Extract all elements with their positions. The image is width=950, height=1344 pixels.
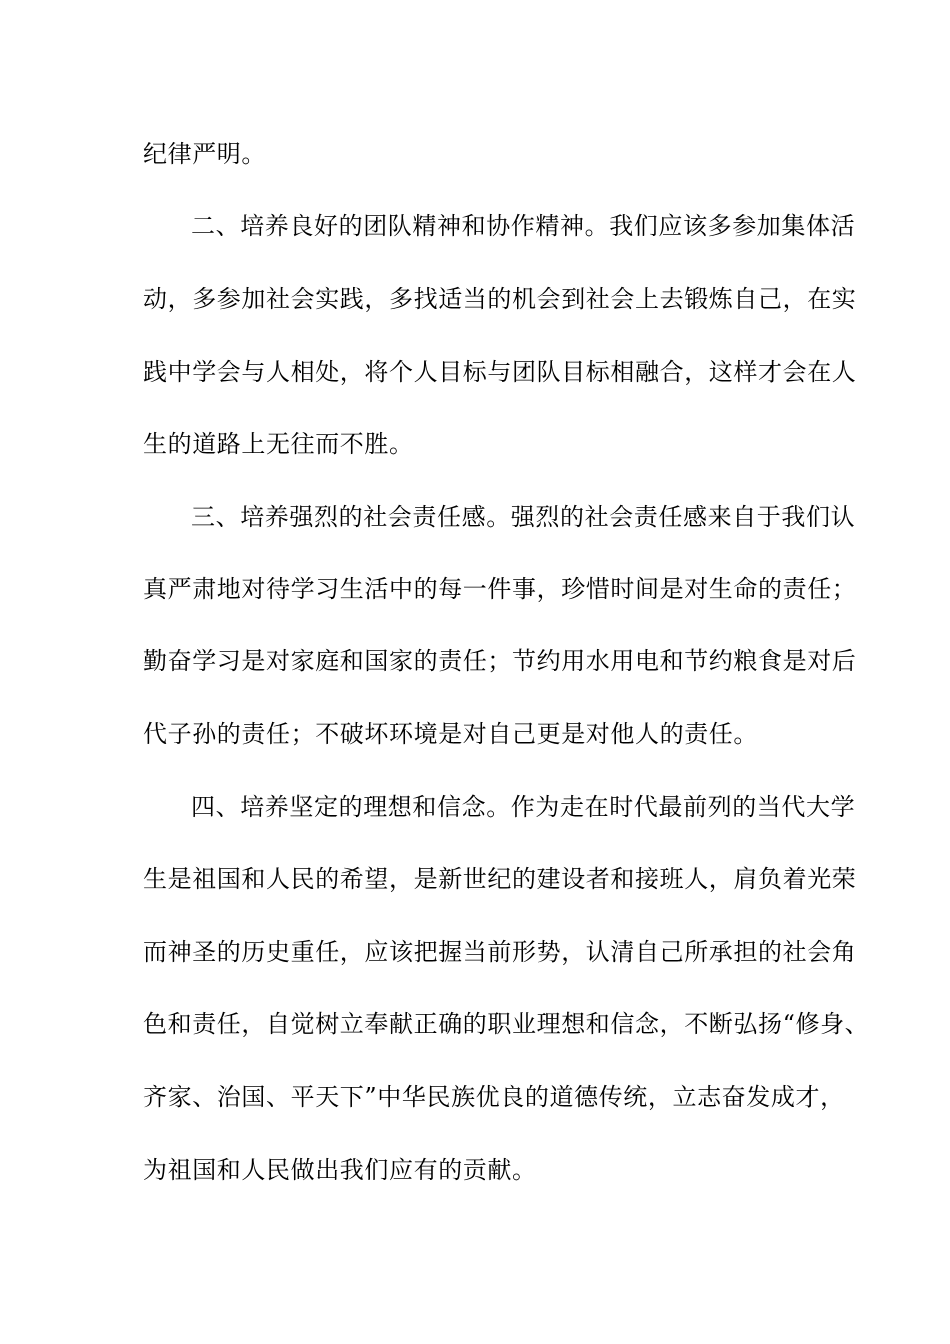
text-line: 生的道路上无往而不胜。: [143, 430, 414, 458]
text-line: 动，多参加社会实践，多找适当的机会到社会上去锻炼自己，在实: [143, 285, 857, 313]
text-line: 而神圣的历史重任，应该把握当前形势，认清自己所承担的社会角: [143, 938, 857, 966]
text-line: 二、培养良好的团队精神和协作精神。我们应该多参加集体活: [191, 212, 856, 240]
text-line: 纪律严明。: [143, 140, 266, 168]
text-line: 四、培养坚定的理想和信念。作为走在时代最前列的当代大学: [191, 793, 856, 821]
text-line: 三、培养强烈的社会责任感。强烈的社会责任感来自于我们认: [191, 503, 856, 531]
text-line: 为祖国和人民做出我们应有的贡献。: [143, 1156, 537, 1184]
text-line: 代子孙的责任；不破坏环境是对自己更是对他人的责任。: [143, 720, 758, 748]
text-line: 齐家、治国、平天下”中华民族优良的道德传统，立志奋发成才，: [143, 1083, 845, 1111]
text-line: 色和责任，自觉树立奉献正确的职业理想和信念，不断弘扬“修身、: [143, 1010, 870, 1038]
text-line: 真严肃地对待学习生活中的每一件事，珍惜时间是对生命的责任；: [143, 575, 857, 603]
text-line: 勤奋学习是对家庭和国家的责任；节约用水用电和节约粮食是对后: [143, 647, 857, 675]
text-line: 践中学会与人相处，将个人目标与团队目标相融合，这样才会在人: [143, 358, 857, 386]
text-line: 生是祖国和人民的希望，是新世纪的建设者和接班人，肩负着光荣: [143, 865, 857, 893]
